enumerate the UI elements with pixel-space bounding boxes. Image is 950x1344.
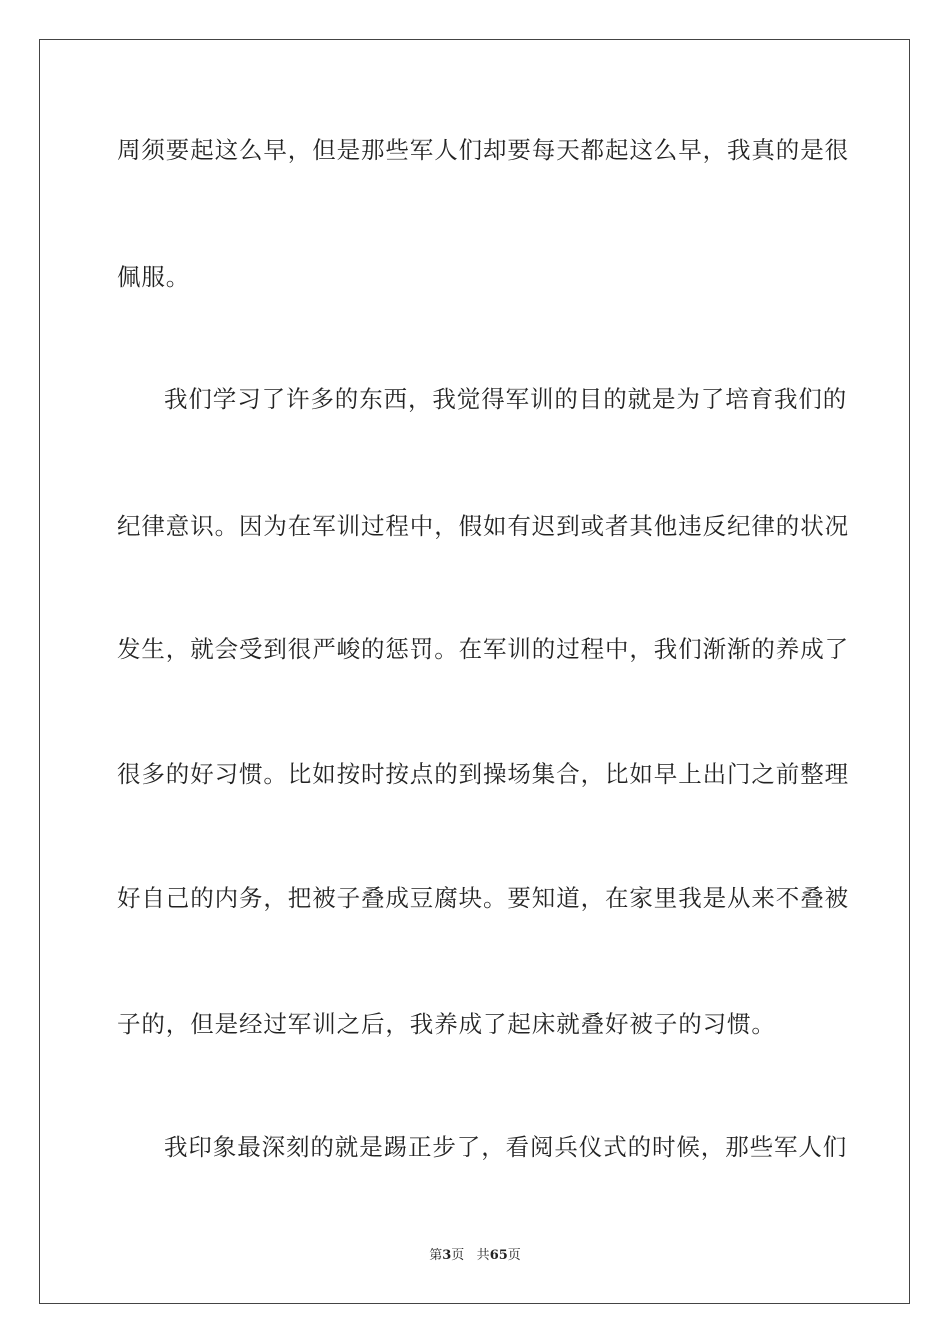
footer-total-pages: 65 xyxy=(489,1248,508,1263)
page-border xyxy=(39,39,910,1304)
body-line-7: 好自己的内务，把被子叠成豆腐块。要知道，在家里我是从来不叠被 xyxy=(117,884,849,912)
body-line-9: 我印象最深刻的就是踢正步了，看阅兵仪式的时候，那些军人们 xyxy=(164,1133,848,1161)
footer-total-prefix: 共 xyxy=(476,1248,490,1263)
body-line-3: 我们学习了许多的东西，我觉得军训的目的就是为了培育我们的 xyxy=(164,385,848,413)
page-footer xyxy=(0,1247,950,1265)
body-line-6: 很多的好习惯。比如按时按点的到操场集合，比如早上出门之前整理 xyxy=(117,760,849,788)
body-line-8: 子的，但是经过军训之后，我养成了起床就叠好被子的习惯。 xyxy=(117,1010,776,1038)
footer-page-suffix: 页 xyxy=(451,1248,465,1263)
footer-page-prefix: 第 xyxy=(429,1248,443,1263)
footer-page-number: 3 xyxy=(442,1248,452,1263)
body-line-2: 佩服。 xyxy=(117,263,191,291)
footer-total-suffix: 页 xyxy=(507,1248,521,1263)
body-line-5: 发生，就会受到很严峻的惩罚。在军训的过程中，我们渐渐的养成了 xyxy=(117,635,849,663)
body-line-1: 周须要起这么早，但是那些军人们却要每天都起这么早，我真的是很 xyxy=(117,136,849,164)
body-line-4: 纪律意识。因为在军训过程中，假如有迟到或者其他违反纪律的状况 xyxy=(117,512,849,540)
